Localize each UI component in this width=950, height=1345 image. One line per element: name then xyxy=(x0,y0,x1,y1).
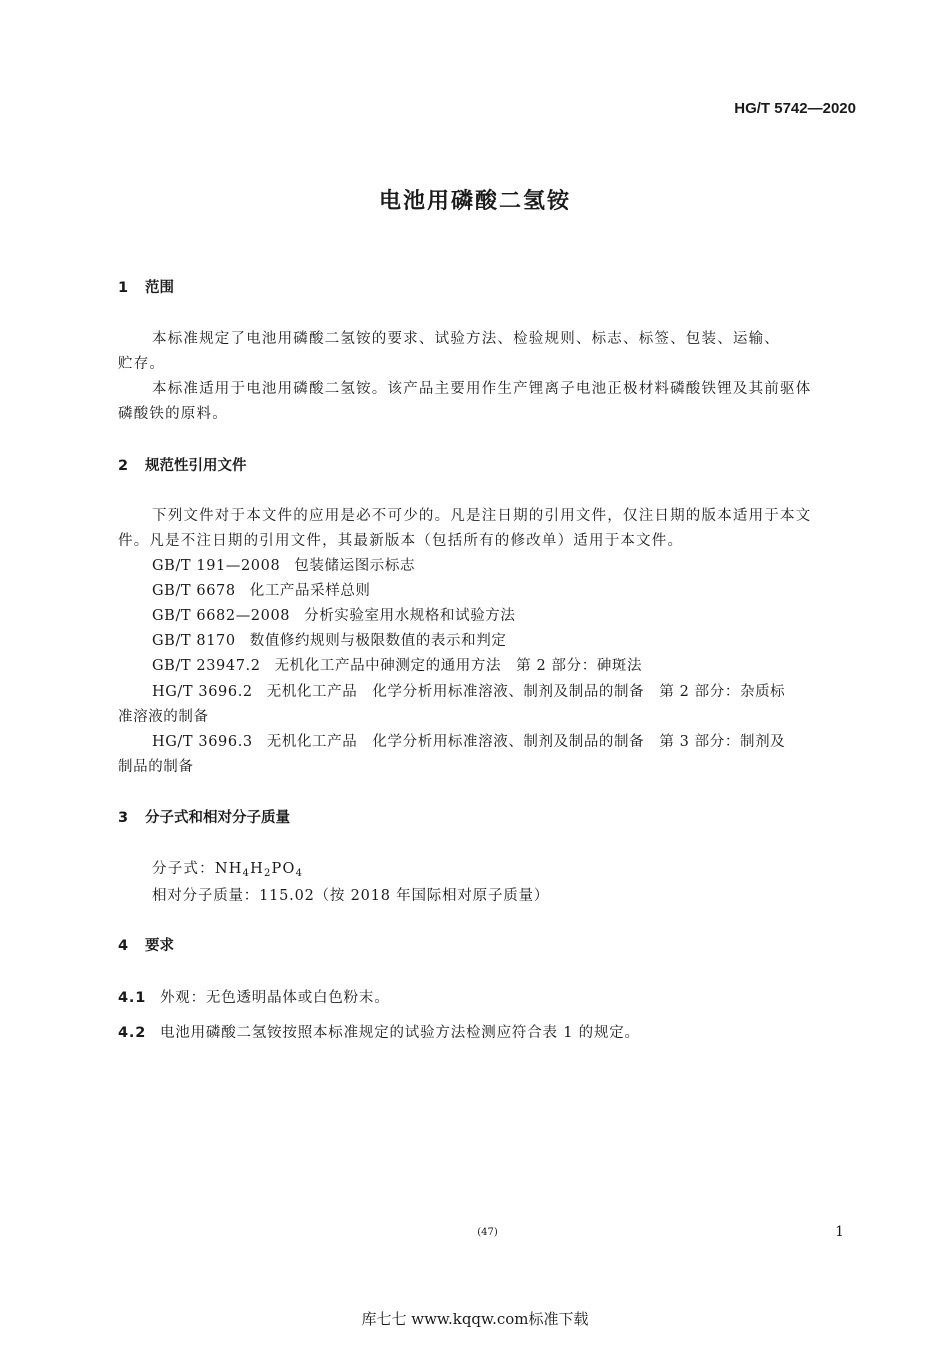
section-1-paragraph-2-line-1: 本标准适用于电池用磷酸二氢铵。该产品主要用作生产锂离子电池正极材料磷酸铁锂及其前驱体 xyxy=(152,381,812,397)
section-2-intro-line-1: 下列文件对于本文件的应用是必不可少的。凡是注日期的引用文件，仅注日期的版本适用于本文 xyxy=(152,508,812,524)
section-2-heading xyxy=(118,454,247,475)
reference-item xyxy=(152,579,371,600)
section-1-heading xyxy=(118,276,174,297)
reference-item xyxy=(152,604,516,625)
reference-code: GB/T 6678 xyxy=(152,583,236,599)
reference-code: HG/T 3696.2 xyxy=(152,684,253,700)
section-title: 分子式和相对分子质量 xyxy=(145,810,290,826)
reference-code: GB/T 8170 xyxy=(152,633,236,649)
section-3-heading xyxy=(118,806,290,827)
reference-title: 无机化工产品 化学分析用标准溶液、制剂及制品的制备 第 3 部分：制剂及 xyxy=(266,734,786,750)
reference-item-continuation: 制品的制备 xyxy=(118,759,194,775)
page-sub-number: (47) xyxy=(477,1227,498,1238)
formula-h: H xyxy=(250,861,264,877)
section-1-paragraph-1-line-2: 贮存。 xyxy=(118,356,166,372)
clause-4-1 xyxy=(118,986,390,1007)
section-number: 4 xyxy=(118,938,129,954)
reference-item xyxy=(152,629,506,650)
document-title: 电池用磷酸二氢铵 xyxy=(378,189,571,214)
clause-number: 4.2 xyxy=(118,1025,147,1041)
section-title: 要求 xyxy=(145,938,174,954)
reference-item xyxy=(152,680,785,701)
reference-item xyxy=(152,730,785,751)
section-1-paragraph-2-line-2: 磷酸铁的原料。 xyxy=(118,406,228,422)
formula-sub: 2 xyxy=(263,868,272,879)
section-number: 2 xyxy=(118,458,129,474)
clause-4-2 xyxy=(118,1021,640,1042)
formula-po: PO xyxy=(271,861,296,877)
reference-code: GB/T 23947.2 xyxy=(152,658,261,674)
formula-label: 分子式： xyxy=(152,861,215,877)
section-number: 3 xyxy=(118,810,129,826)
reference-title: 无机化工产品 化学分析用标准溶液、制剂及制品的制备 第 2 部分：杂质标 xyxy=(266,684,786,700)
molecular-formula xyxy=(152,857,303,879)
formula-sub: 4 xyxy=(295,868,304,879)
formula-nh: NH xyxy=(214,861,243,877)
section-title: 范围 xyxy=(145,280,174,296)
standard-code: HG/T 5742—2020 xyxy=(734,100,856,117)
formula-sub: 4 xyxy=(242,868,251,879)
reference-title: 化工产品采样总则 xyxy=(249,583,371,599)
clause-text: 电池用磷酸二氢铵按照本标准规定的试验方法检测应符合表 1 的规定。 xyxy=(160,1025,640,1041)
section-1-paragraph-1-line-1: 本标准规定了电池用磷酸二氢铵的要求、试验方法、检验规则、标志、标签、包装、运输、 xyxy=(152,331,780,347)
clause-number: 4.1 xyxy=(118,990,147,1006)
reference-title: 数值修约规则与极限数值的表示和判定 xyxy=(249,633,507,649)
reference-item-continuation: 准溶液的制备 xyxy=(118,709,209,725)
reference-title: 无机化工产品中砷测定的通用方法 第 2 部分：砷斑法 xyxy=(274,658,643,674)
page-number: 1 xyxy=(835,1224,844,1240)
reference-title: 包装储运图示标志 xyxy=(294,558,416,574)
reference-code: GB/T 191—2008 xyxy=(152,558,281,574)
section-2-intro-line-2: 件。凡是不注日期的引用文件，其最新版本（包括所有的修改单）适用于本文件。 xyxy=(118,533,684,549)
section-title: 规范性引用文件 xyxy=(145,458,247,474)
reference-item xyxy=(152,554,415,575)
section-4-heading xyxy=(118,934,174,955)
reference-title: 分析实验室用水规格和试验方法 xyxy=(304,608,516,624)
section-number: 1 xyxy=(118,280,129,296)
reference-item xyxy=(152,654,642,675)
relative-molecular-mass: 相对分子质量：115.02（按 2018 年国际相对原子质量） xyxy=(152,888,550,904)
clause-text: 外观：无色透明晶体或白色粉末。 xyxy=(160,990,390,1006)
reference-code: HG/T 3696.3 xyxy=(152,734,253,750)
reference-code: GB/T 6682—2008 xyxy=(152,608,291,624)
watermark-footer: 库七七 www.kqqw.com标准下载 xyxy=(361,1310,589,1328)
